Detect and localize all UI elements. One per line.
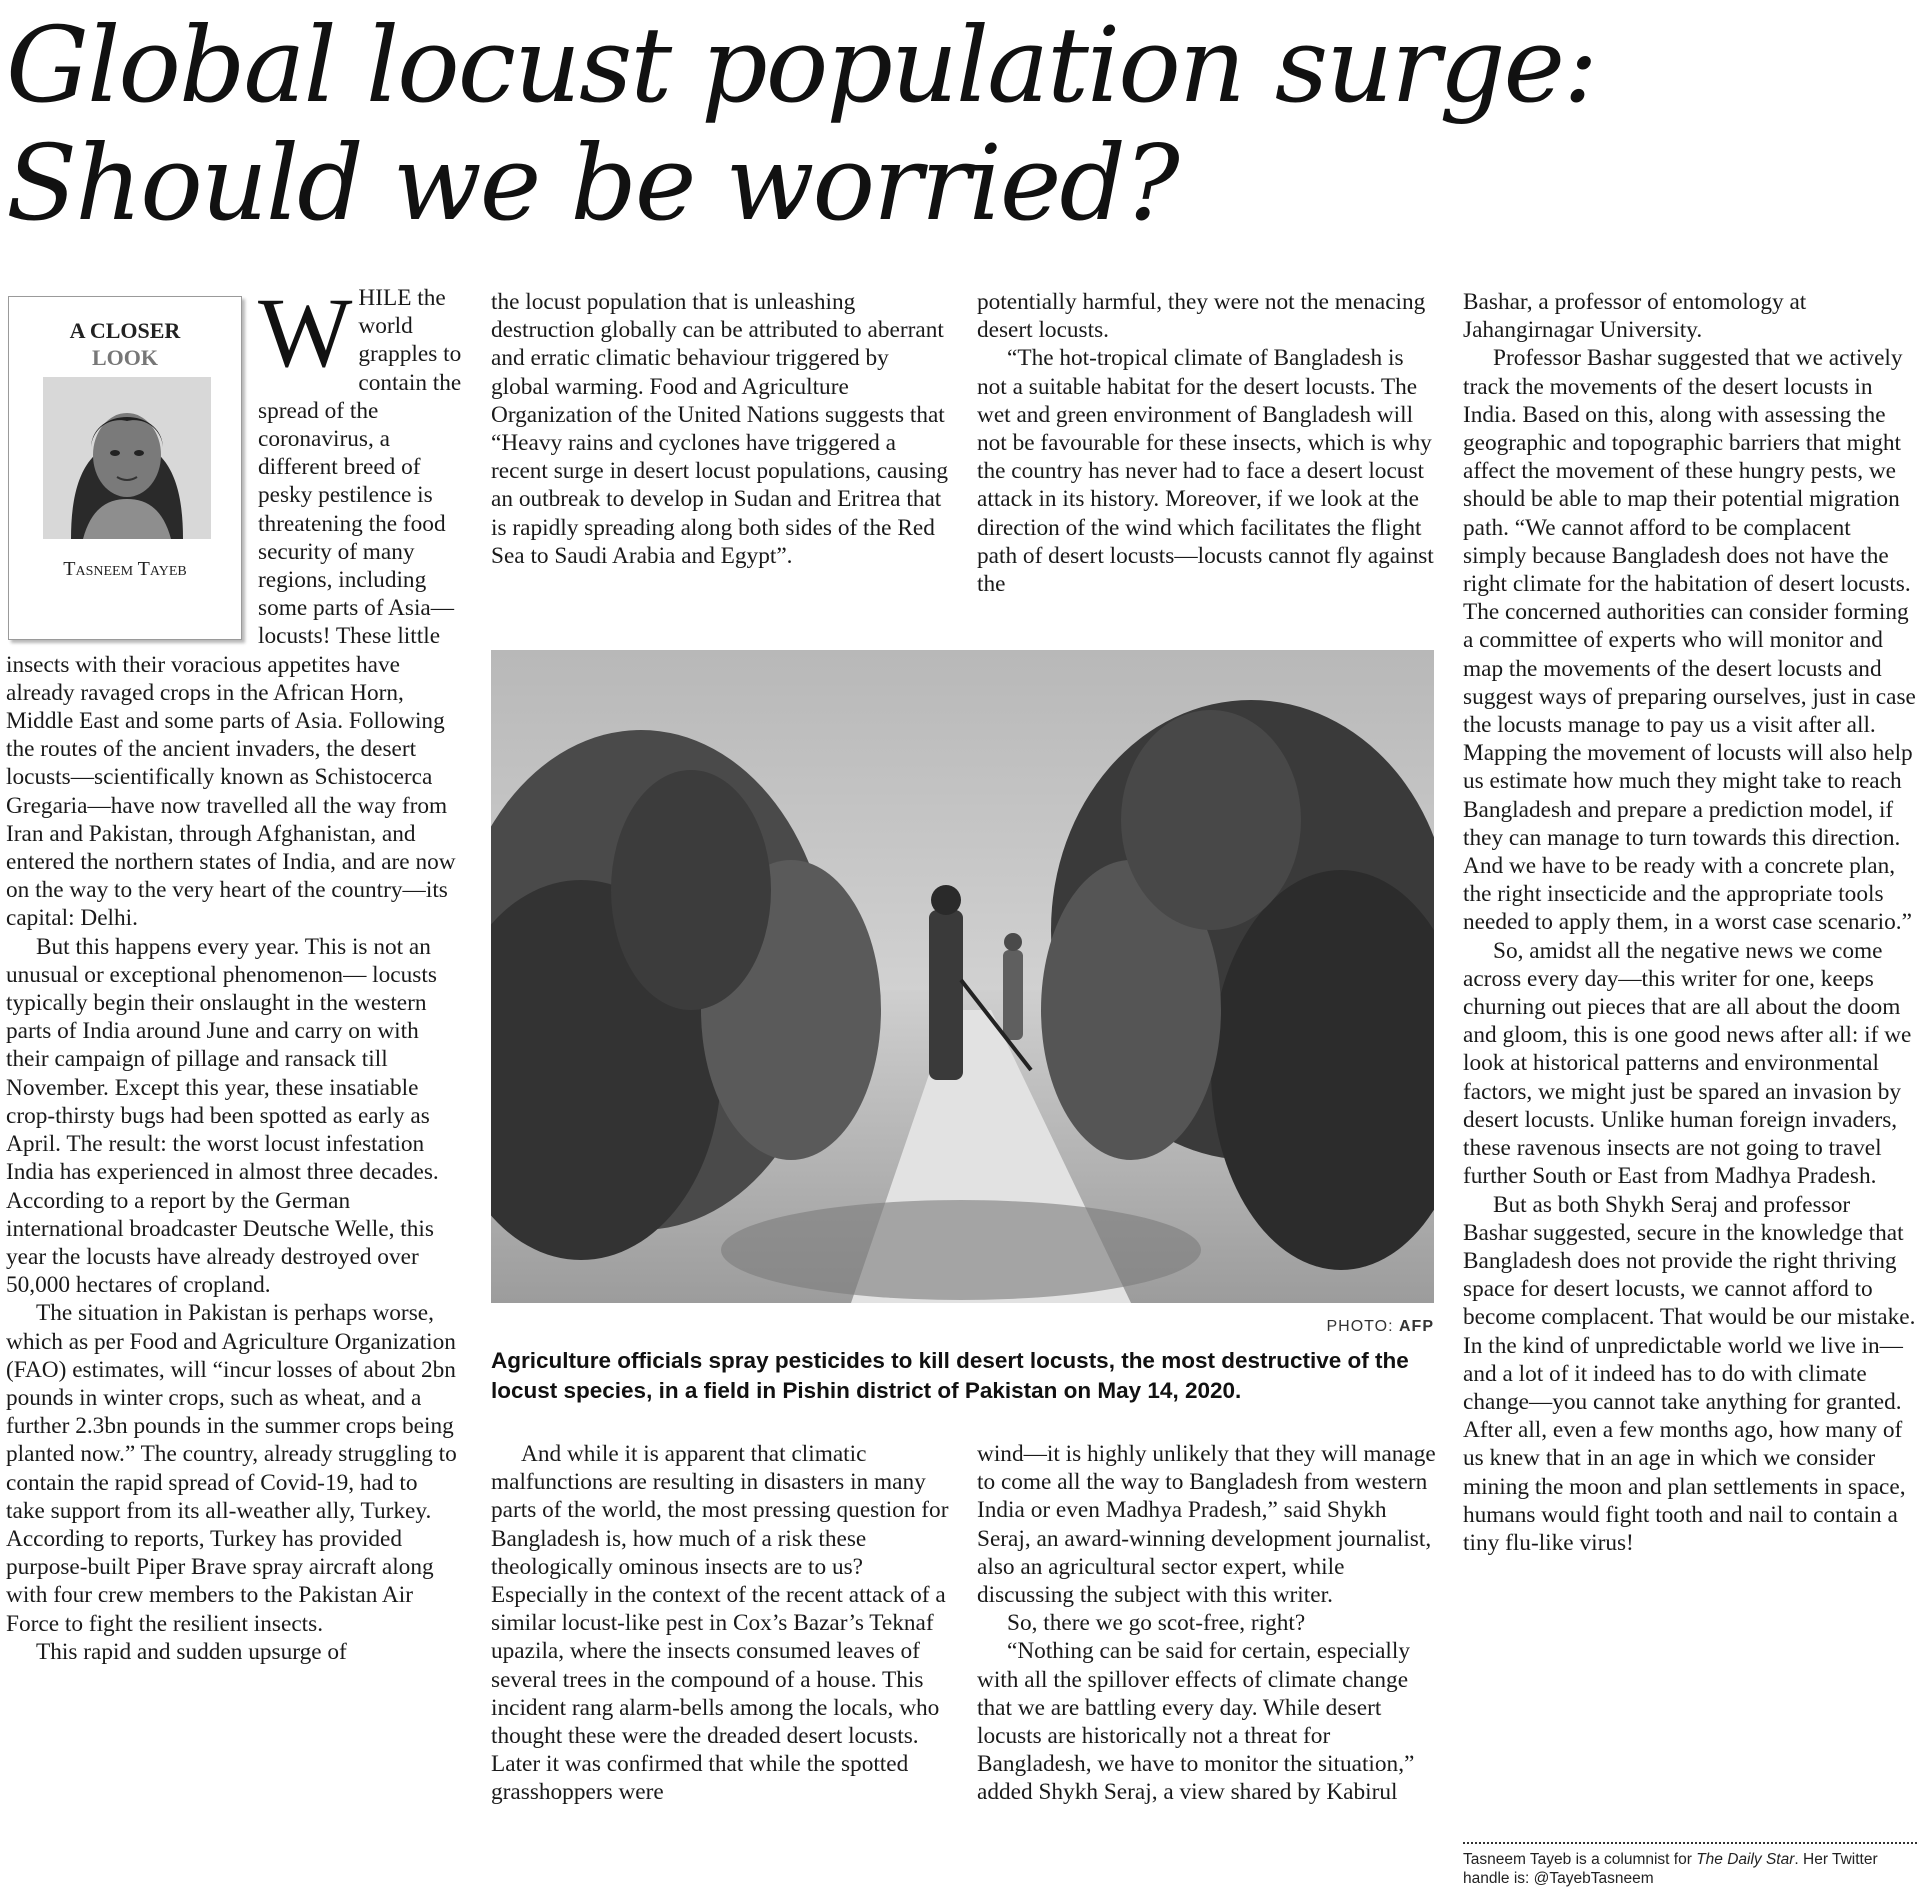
column-3-bottom [977,1440,1437,1807]
photo-credit-label: PHOTO: [1326,1318,1394,1335]
body-paragraph: So, there we go scot-free, right? [1007,1610,1306,1637]
body-paragraph: wind—it is highly unlikely that they will manage to come all the way to Bangladesh from western India or even Madhya Pradesh,” said Shykh Seraj, an award-winning development journalist, also an agricultural sector expert, while discussing the subject with this writer. [977,1441,1436,1609]
headline: Global locust population surge: Should we be worried? [6,4,1597,244]
column-2-top [491,288,949,570]
author-bio [1463,1850,1921,1888]
body-paragraph: So, amidst all the negative news we come across every day—this writer for one, keeps churning out pieces that are all about the doom and gloom, this is one good news after all: if we look at historical patterns and environmental factors, we might just be spared an invasion by desert locusts. Unlike human foreign invaders, these ravenous insects are not going to travel further South or East from Madhya Pradesh. [1463,937,1912,1190]
column-2-bottom [491,1440,949,1807]
body-paragraph: “Nothing can be said for certain, especially with all the spillover effects of climate change that we are battling every day. While desert locusts are historically not a threat for Bangladesh, we have to monitor the situation,” added Shykh Seraj, a view shared by Kabirul [977,1638,1415,1806]
body-paragraph: But this happens every year. This is not an unusual or exceptional phenomenon— locusts typically begin their onslaught in the western parts of India around June and carry on with their campaign of pillage and ransack till November. Except this year, these insatiable crop-thirsty bugs had been spotted as early as April. The result: the worst locust infestation India has experienced in almost three decades. According to a report by the German international broadcaster Deutsche Welle, this year the locusts have already destroyed over 50,000 hectares of cropland. [6,933,439,1299]
body-paragraph: Professor Bashar suggested that we actively track the movements of the desert locusts in India. Based on this, along with assessing the geographic and topographic barriers that might affect the movement of these hungry pests, we should be able to map their potential migration path. “We cannot afford to be complacent simply because Bangladesh does not have the right climate for the habitation of desert locusts. The concerned authorities can consider forming a committee of experts who will monitor and map the movements of the desert locusts and suggest ways of preparing ourselves, just in case the locusts manage to pay us a visit after all. Mapping the movement of locusts will also help us estimate how much they might take to reach Bangladesh and prepare a prediction model, if they can manage to turn towards this direction. And we have to be ready with a concrete plan, the right insecticide and the appropriate tools needed to apply them, in a worst case scenario.” [1463,345,1916,936]
bio-text: Tasneem Tayeb is a columnist for [1463,1851,1697,1868]
author-byline: Tasneem Tayeb [63,558,187,580]
body-paragraph: But as both Shykh Seraj and professor Bashar suggested, secure in the knowledge that Bangladesh does not provide the right thriving space for desert locusts, we cannot afford to become complacent. That would be our mistake. In the kind of unpredictable world we live in—and a lot of it indeed has to do with climate change—you cannot take anything for granted. After all, even a few months ago, how many of us knew that in an age in which we consider mining the moon and plan settlements in space, humans would fight tooth and nail to contain a tiny flu-like virus! [1463,1191,1916,1556]
photo-caption: Agriculture officials spray pesticides to kill desert locusts, the most destructive of the locust species, in a field in Pishin district of Pakistan on May 14, 2020. [491,1348,1409,1403]
photo-credit-source: AFP [1399,1318,1434,1335]
body-paragraph: And while it is apparent that climatic malfunctions are resulting in disasters in many parts of the world, the most pressing question for Bangladesh is, how much of a risk these theologically ominous insects are to us? Especially in the context of the recent attack of a similar locust-like pest in Cox’s Bazar’s Teknaf upazila, where the insects consumed leaves of several trees in the compound of a house. This incident rang alarm-bells among the locals, who thought these were the dreaded desert locusts. Later it was confirmed that while the spotted grasshoppers were [491,1441,949,1806]
body-paragraph: the locust population that is unleashing destruction globally can be attributed to aberrant and erratic climatic behaviour triggered by global warming. Food and Agriculture Organization of the United Nations suggests that “Heavy rains and cyclones have triggered a recent surge in desert locust populations, causing an outbreak to develop in Sudan and Eritrea that is rapidly spreading along both sides of the Red Sea to Saudi Arabia and Egypt”. [491,289,948,569]
body-paragraph: The situation in Pakistan is perhaps worse, which as per Food and Agriculture Organization (FAO) estimates, will “incur losses of about 2bn pounds in winter crops, such as wheat, and a further 2.3bn pounds in the summer crops being planted now.” The country, already struggling to contain the rapid spread of Covid-19, had to take support from its all-weather ally, Turkey. According to reports, Turkey has provided purpose-built Piper Brave spray aircraft along with four crew members to the Pakistan Air Force to fight the resilient insects. [6,1300,457,1637]
drop-cap: W [258,277,353,388]
body-paragraph: Bashar, a professor of entomology at Jahangirnagar University. [1463,289,1807,344]
body-paragraph: This rapid and sudden upsurge of [36,1638,347,1665]
bio-publication: The Daily Star [1696,1851,1795,1868]
columnist-box [8,296,242,640]
body-paragraph: “The hot-tropical climate of Bangladesh is not a suitable habitat for the desert locusts. The wet and green environment of Bangladesh will not be favourable for these insects, which is why the country has never had to face a desert locust attack in its history. Moreover, if we look at the direction of the wind which facilitates the flight path of desert locusts—locusts cannot fly against the [977,345,1434,598]
intro-text: HILE the world grapples to contain the spread of the coronavirus, a different breed of pesky pestilence is threatening the food security of many regions, including some parts of Asia—locusts! These little insects with their voracious appetites have already ravaged crops in the African Horn, Middle East and some parts of Asia. Following the routes of the ancient invaders, the desert locusts—scientifically known as Schistocerca Gregaria—have now travelled all the way from Iran and Pakistan, through Afghanistan, and entered the northern states of India, and are now on the way to the very heart of the country—its capital: Delhi. [6,285,462,932]
bio-divider [1463,1842,1917,1844]
body-paragraph: potentially harmful, they were not the menacing desert locusts. [977,289,1426,344]
bio-handle: . Her Twitter handle is: @TayebTasneem [1463,1851,1878,1887]
column-1 [6,277,462,1666]
column-label-line1: A CLOSER [69,318,181,343]
column-4 [1463,288,1917,1557]
column-3-top [977,288,1437,598]
photo-credit [1250,1318,1434,1336]
author-portrait [43,377,211,539]
column-label-line2: LOOK [91,345,158,370]
news-photo [491,650,1434,1303]
